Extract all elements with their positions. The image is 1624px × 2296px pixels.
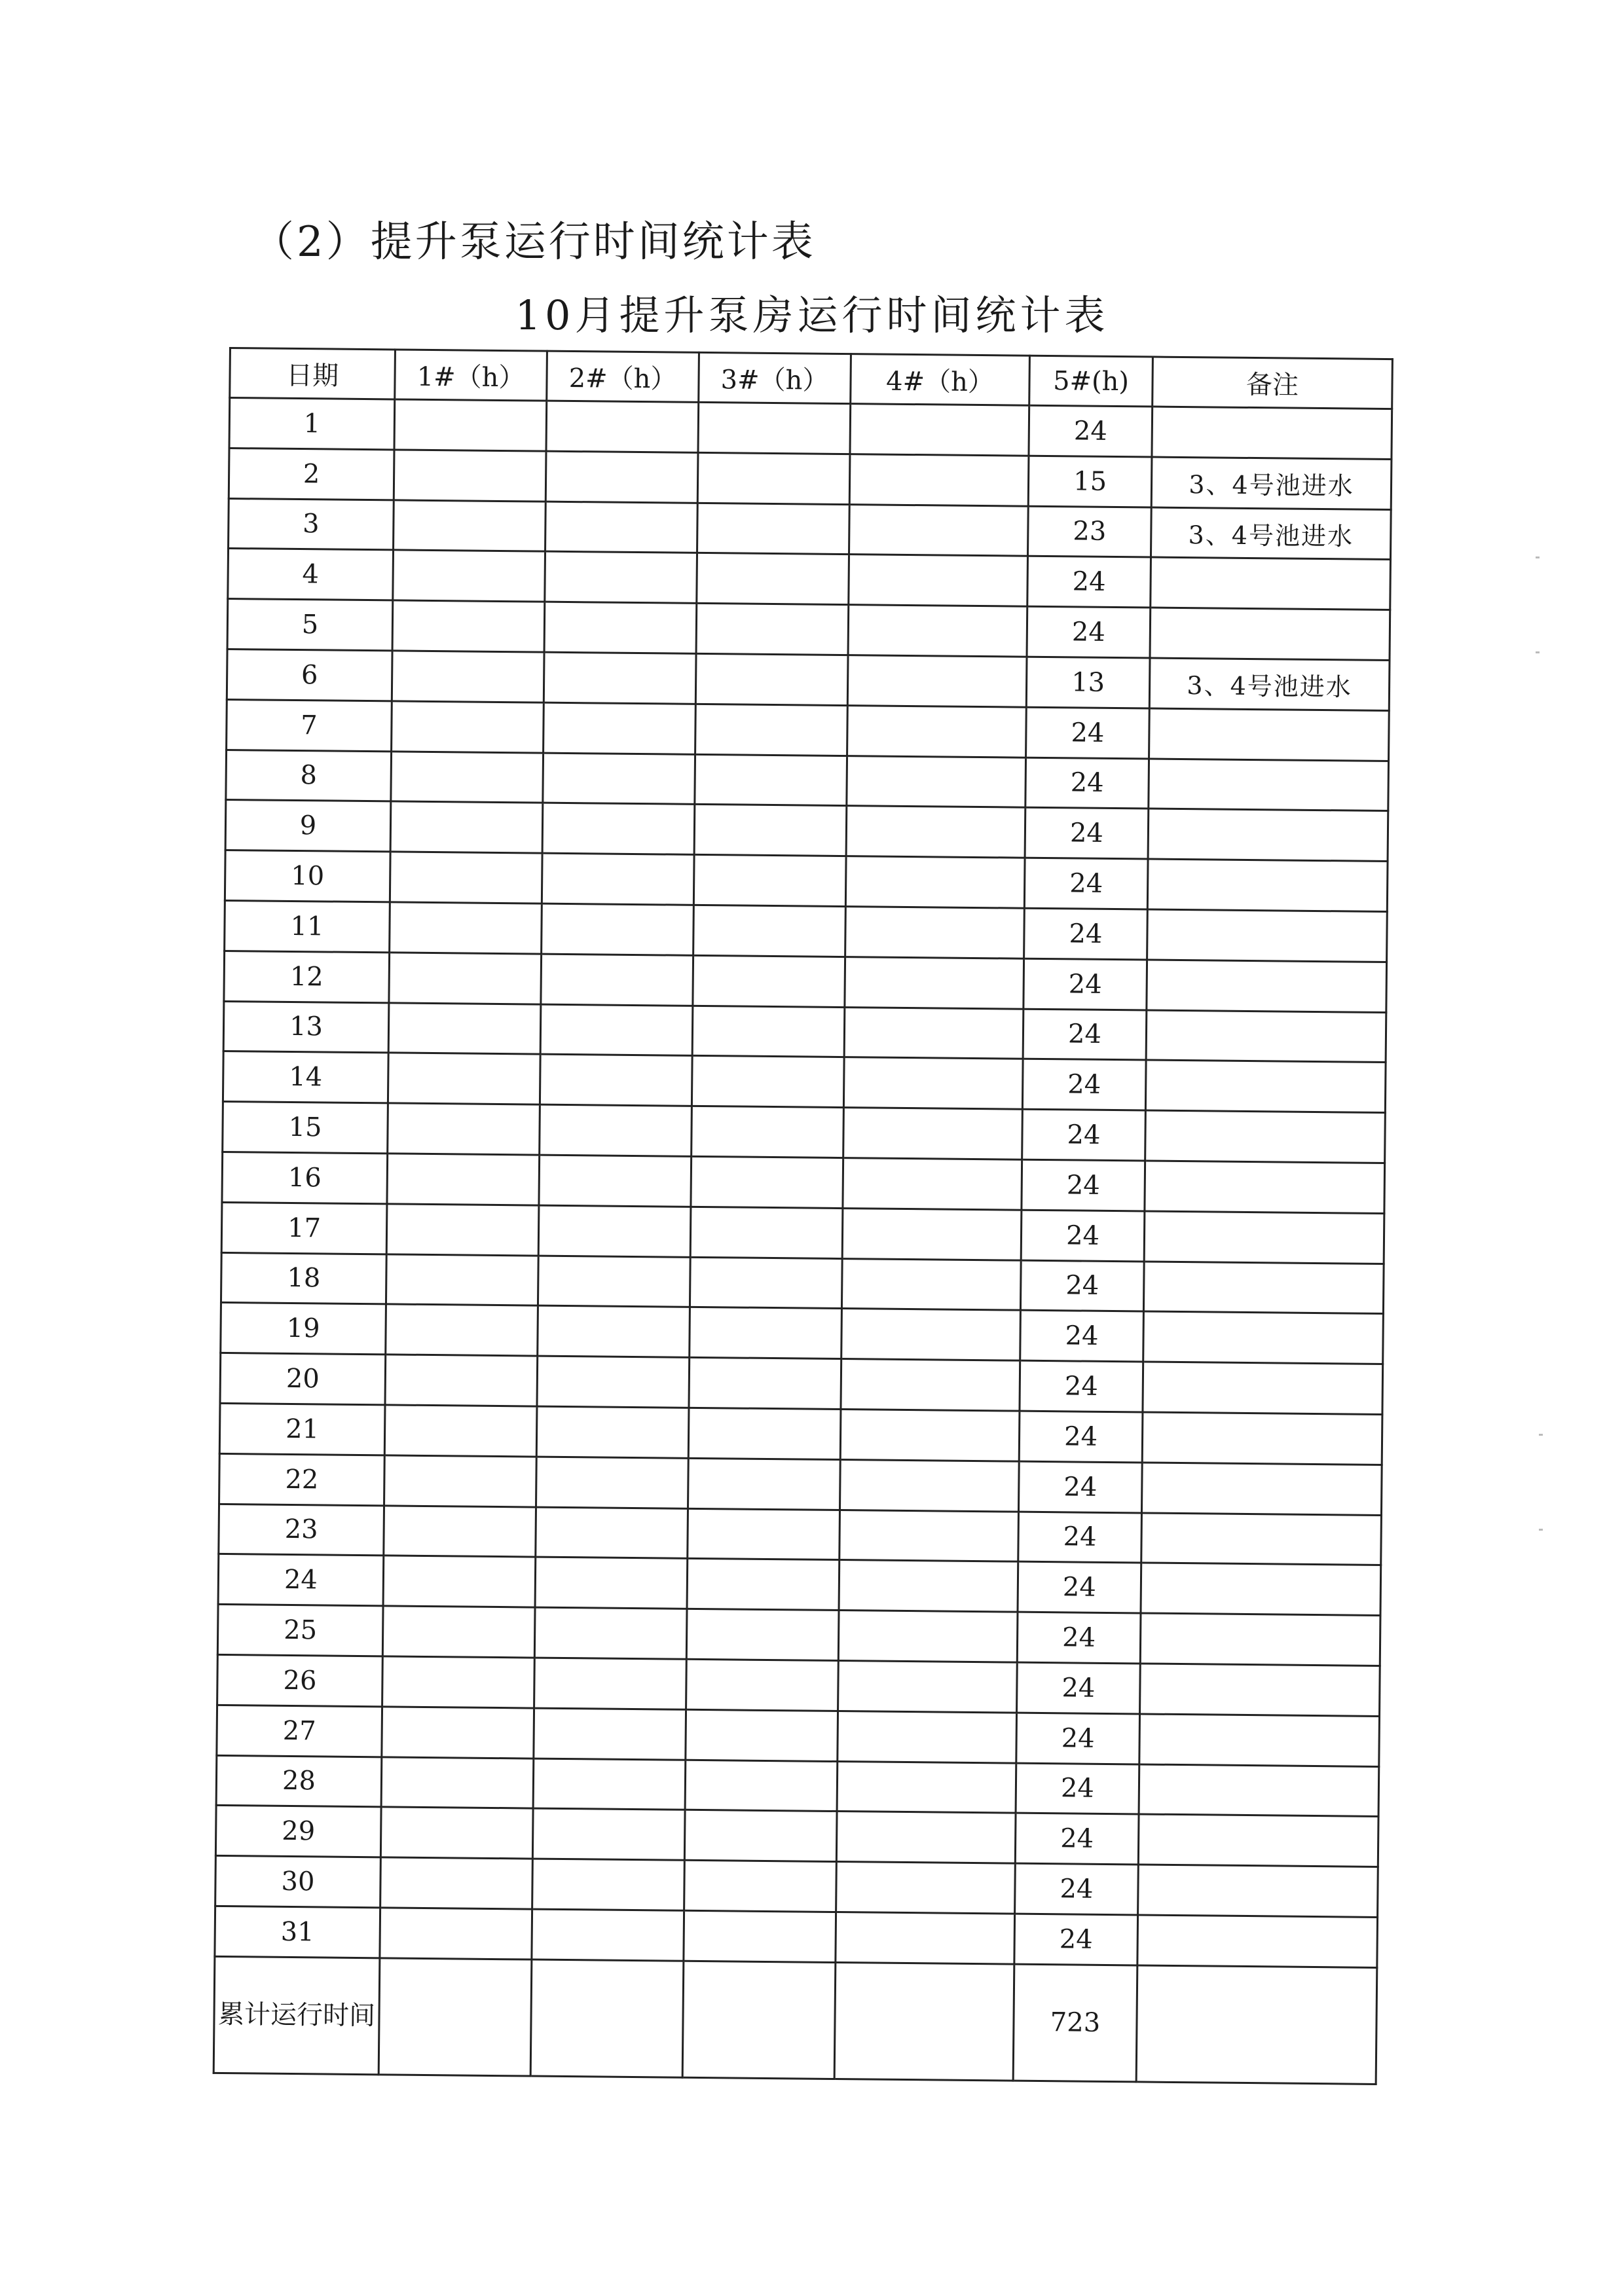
date-cell: 18 xyxy=(221,1252,386,1304)
pump-2-cell xyxy=(534,1607,687,1659)
pump-5-cell: 15 xyxy=(1028,456,1152,507)
pump-5-cell: 24 xyxy=(1016,1763,1139,1815)
pump-4-cell xyxy=(837,1761,1016,1813)
pump-1-cell xyxy=(392,651,544,702)
pump-5-cell: 24 xyxy=(1015,1813,1139,1865)
remark-cell xyxy=(1147,859,1388,911)
pump-3-cell xyxy=(695,653,848,705)
date-cell: 3 xyxy=(229,498,394,550)
table-title: 10月提升泵房运行时间统计表 xyxy=(515,291,1109,339)
remark-cell xyxy=(1137,1915,1378,1967)
pump-5-cell: 24 xyxy=(1029,405,1153,457)
pump-4-cell xyxy=(845,907,1025,958)
total-pump-4 xyxy=(834,1962,1014,2081)
remark-cell xyxy=(1143,1362,1383,1414)
pump-1-cell xyxy=(390,801,543,853)
pump-3-cell xyxy=(689,1357,841,1409)
pump-3-cell xyxy=(686,1709,838,1761)
pump-1-cell xyxy=(387,1154,540,1205)
pump-1-cell xyxy=(380,1857,533,1909)
pump-4-cell xyxy=(846,806,1025,858)
date-cell: 5 xyxy=(227,599,393,651)
date-cell: 21 xyxy=(219,1403,385,1455)
pump-4-cell xyxy=(845,856,1025,908)
pump-2-cell xyxy=(544,602,697,653)
pump-4-cell xyxy=(842,1208,1022,1260)
pump-4-cell xyxy=(850,404,1029,456)
date-cell: 6 xyxy=(227,649,392,701)
remark-cell xyxy=(1141,1563,1381,1615)
pump-5-cell: 24 xyxy=(1018,1561,1141,1613)
date-cell: 10 xyxy=(225,850,390,902)
col-header-pump-2: 2#（h） xyxy=(547,351,699,402)
date-cell: 29 xyxy=(215,1806,381,1857)
pump-1-cell xyxy=(384,1405,537,1457)
date-cell: 4 xyxy=(228,549,394,600)
pump-3-cell xyxy=(694,805,847,856)
pump-5-cell: 23 xyxy=(1027,506,1151,558)
pump-2-cell xyxy=(545,552,697,604)
remark-cell xyxy=(1138,1865,1378,1917)
remark-cell xyxy=(1152,407,1392,459)
pump-2-cell xyxy=(545,501,698,553)
pump-1-cell xyxy=(382,1606,535,1658)
pump-1-cell xyxy=(385,1355,538,1406)
pump-3-cell xyxy=(686,1609,839,1660)
pump-1-cell xyxy=(386,1204,539,1256)
pump-2-cell xyxy=(540,1104,692,1156)
pump-2-cell xyxy=(545,451,698,503)
pump-3-cell xyxy=(684,1860,837,1912)
pump-1-cell xyxy=(390,902,542,954)
pump-4-cell xyxy=(841,1258,1021,1310)
pump-2-cell xyxy=(535,1557,688,1609)
pump-3-cell xyxy=(690,1207,843,1258)
remark-cell xyxy=(1151,557,1391,610)
date-cell: 7 xyxy=(227,699,392,751)
remark-cell xyxy=(1143,1311,1384,1364)
remark-cell: 3、4号池进水 xyxy=(1151,507,1391,560)
pump-4-cell xyxy=(840,1459,1019,1511)
date-cell: 24 xyxy=(218,1554,384,1606)
pump-5-cell: 24 xyxy=(1024,908,1148,960)
pump-1-cell xyxy=(390,852,542,903)
pump-2-cell xyxy=(538,1305,690,1357)
pump-5-cell: 24 xyxy=(1018,1461,1142,1513)
remark-cell xyxy=(1145,1110,1386,1163)
pump-1-cell xyxy=(380,1807,533,1859)
pump-1-cell xyxy=(382,1707,534,1758)
pump-4-cell xyxy=(849,454,1029,505)
remark-cell xyxy=(1149,708,1390,761)
total-pump-5: 723 xyxy=(1013,1964,1137,2082)
date-cell: 17 xyxy=(221,1202,387,1254)
remark-cell xyxy=(1139,1714,1380,1766)
pump-3-cell xyxy=(697,553,849,605)
remark-cell: 3、4号池进水 xyxy=(1151,457,1392,509)
scan-speck xyxy=(1539,1434,1543,1436)
pump-2-cell xyxy=(540,1004,693,1056)
pump-5-cell: 24 xyxy=(1027,606,1151,658)
pump-5-cell: 24 xyxy=(1024,958,1147,1010)
pump-4-cell xyxy=(836,1862,1016,1914)
pump-3-cell xyxy=(697,452,850,504)
remark-cell xyxy=(1139,1764,1379,1816)
pump-3-cell xyxy=(685,1760,838,1812)
pump-3-cell xyxy=(691,1156,843,1208)
pump-3-cell xyxy=(684,1810,837,1862)
pump-4-cell xyxy=(848,605,1027,657)
pump-5-cell: 24 xyxy=(1024,858,1148,909)
pump-1-cell xyxy=(391,751,544,803)
pump-5-cell: 24 xyxy=(1026,707,1150,759)
total-label: 累计运行时间 xyxy=(213,1956,380,2074)
pump-1-cell xyxy=(393,550,545,602)
pump-5-cell: 13 xyxy=(1026,657,1150,708)
pump-2-cell xyxy=(542,803,695,855)
total-pump-3 xyxy=(682,1961,836,2079)
pump-3-cell xyxy=(698,402,851,454)
pump-4-cell xyxy=(840,1510,1019,1561)
pump-2-cell xyxy=(540,1054,692,1106)
date-cell: 9 xyxy=(225,800,391,852)
remark-cell xyxy=(1148,809,1388,861)
remark-cell xyxy=(1141,1463,1382,1515)
pump-1-cell xyxy=(389,953,542,1004)
date-cell: 23 xyxy=(219,1504,384,1556)
col-header-pump-4: 4#（h） xyxy=(851,354,1030,406)
pump-5-cell: 24 xyxy=(1019,1411,1143,1463)
date-cell: 30 xyxy=(215,1856,381,1908)
pump-2-cell xyxy=(542,903,694,955)
remark-cell xyxy=(1147,909,1388,962)
pump-3-cell xyxy=(693,905,846,957)
pump-2-cell xyxy=(538,1205,691,1257)
pump-2-cell xyxy=(532,1808,685,1860)
pump-5-cell: 24 xyxy=(1020,1260,1144,1312)
pump-2-cell xyxy=(536,1406,689,1458)
pump-1-cell xyxy=(388,1103,540,1155)
pump-5-cell: 24 xyxy=(1023,1009,1147,1061)
pump-2-cell xyxy=(542,853,694,905)
pump-1-cell xyxy=(380,1908,532,1959)
pump-2-cell xyxy=(546,401,699,452)
pump-5-cell: 24 xyxy=(1027,556,1151,608)
scan-speck xyxy=(1536,651,1540,653)
pump-5-cell: 24 xyxy=(1015,1863,1139,1915)
pump-2-cell xyxy=(534,1708,686,1760)
date-cell: 26 xyxy=(217,1654,383,1706)
pump-5-cell: 24 xyxy=(1020,1311,1144,1362)
pump-4-cell xyxy=(841,1359,1020,1411)
pump-2-cell xyxy=(539,1155,692,1207)
pump-4-cell xyxy=(847,756,1026,807)
pump-5-cell: 24 xyxy=(1016,1713,1140,1764)
pump-5-cell: 24 xyxy=(1022,1059,1146,1111)
pump-3-cell xyxy=(695,754,847,806)
pump-3-cell xyxy=(686,1659,839,1711)
pump-1-cell xyxy=(388,1053,540,1104)
total-row xyxy=(213,1956,1377,2084)
date-cell: 14 xyxy=(223,1051,388,1103)
col-header-pump-3: 3#（h） xyxy=(699,352,851,403)
pump-3-cell xyxy=(695,704,848,756)
pump-2-cell xyxy=(538,1256,690,1307)
remark-cell xyxy=(1149,759,1389,811)
pump-4-cell xyxy=(838,1660,1018,1712)
pump-1-cell xyxy=(381,1757,534,1808)
pump-1-cell xyxy=(384,1505,536,1557)
pump-5-cell: 24 xyxy=(1017,1662,1141,1714)
remark-cell xyxy=(1142,1412,1382,1465)
pump-3-cell xyxy=(688,1458,841,1510)
total-remark xyxy=(1136,1965,1377,2085)
pump-3-cell xyxy=(692,1006,845,1057)
pump-3-cell xyxy=(687,1559,840,1611)
date-cell: 19 xyxy=(221,1303,386,1355)
total-pump-2 xyxy=(530,1959,684,2077)
col-header-pump-1: 1#（h） xyxy=(395,350,547,401)
date-cell: 1 xyxy=(229,398,395,450)
pump-2-cell xyxy=(532,1859,685,1910)
pump-1-cell xyxy=(394,450,546,501)
pump-1-cell xyxy=(392,701,544,753)
date-cell: 20 xyxy=(220,1353,386,1405)
pump-5-cell: 24 xyxy=(1025,808,1149,860)
pump-2-cell xyxy=(544,652,696,704)
remark-cell: 3、4号池进水 xyxy=(1149,658,1390,710)
pump-4-cell xyxy=(836,1912,1015,1963)
col-header-remark: 备注 xyxy=(1153,357,1393,409)
pump-1-cell xyxy=(386,1304,538,1356)
pump-2-cell xyxy=(532,1909,684,1961)
pump-3-cell xyxy=(688,1508,840,1560)
pump-4-cell xyxy=(847,655,1027,707)
date-cell: 12 xyxy=(224,951,390,1002)
remark-cell xyxy=(1145,1161,1385,1213)
pump-1-cell xyxy=(394,399,547,451)
table-body xyxy=(215,398,1392,1968)
pump-4-cell xyxy=(845,957,1024,1008)
pump-3-cell xyxy=(697,503,850,555)
col-header-date: 日期 xyxy=(230,348,396,399)
pump-runtime-table xyxy=(213,347,1393,2085)
pump-5-cell: 24 xyxy=(1020,1360,1143,1412)
section-heading: （2）提升泵运行时间统计表 xyxy=(252,218,816,266)
pump-4-cell xyxy=(849,555,1028,606)
pump-2-cell xyxy=(537,1356,690,1408)
pump-2-cell xyxy=(536,1457,689,1508)
pump-3-cell xyxy=(690,1307,842,1359)
date-cell: 25 xyxy=(217,1605,383,1656)
date-cell: 31 xyxy=(215,1906,380,1958)
pump-2-cell xyxy=(541,954,693,1006)
pump-1-cell xyxy=(383,1556,536,1607)
pump-4-cell xyxy=(839,1560,1018,1612)
pump-3-cell xyxy=(696,604,849,655)
pump-2-cell xyxy=(536,1507,688,1559)
pump-4-cell xyxy=(843,1158,1022,1210)
remark-cell xyxy=(1141,1512,1382,1565)
pump-4-cell xyxy=(838,1611,1018,1662)
pump-5-cell: 24 xyxy=(1017,1612,1141,1664)
pump-1-cell xyxy=(392,600,545,652)
date-cell: 8 xyxy=(226,750,392,801)
date-cell: 2 xyxy=(229,448,394,500)
pump-2-cell xyxy=(533,1758,686,1810)
pump-4-cell xyxy=(849,504,1029,556)
scan-speck xyxy=(1536,556,1540,558)
pump-1-cell xyxy=(394,500,546,552)
pump-2-cell xyxy=(544,702,696,754)
pump-5-cell: 24 xyxy=(1021,1210,1145,1262)
pump-3-cell xyxy=(684,1910,836,1962)
date-cell: 15 xyxy=(223,1102,388,1154)
pump-5-cell: 24 xyxy=(1018,1512,1142,1563)
remark-cell xyxy=(1138,1814,1378,1867)
pump-3-cell xyxy=(692,1106,844,1157)
date-cell: 16 xyxy=(222,1152,388,1203)
date-cell: 11 xyxy=(225,900,390,952)
remark-cell xyxy=(1140,1613,1380,1666)
pump-5-cell: 24 xyxy=(1014,1914,1138,1965)
date-cell: 22 xyxy=(219,1453,385,1505)
pump-2-cell xyxy=(534,1658,687,1709)
remark-cell xyxy=(1140,1664,1380,1716)
pump-3-cell xyxy=(693,955,845,1007)
pump-4-cell xyxy=(843,1057,1023,1109)
remark-cell xyxy=(1145,1060,1386,1112)
pump-2-cell xyxy=(543,753,695,805)
pump-4-cell xyxy=(841,1309,1021,1360)
remark-cell xyxy=(1144,1211,1384,1264)
pump-3-cell xyxy=(692,1056,844,1108)
pump-1-cell xyxy=(384,1455,537,1507)
pump-4-cell xyxy=(836,1812,1016,1863)
pump-4-cell xyxy=(840,1409,1020,1461)
date-cell: 27 xyxy=(217,1705,382,1757)
pump-3-cell xyxy=(693,855,846,907)
pump-3-cell xyxy=(688,1408,841,1459)
pump-4-cell xyxy=(844,1007,1024,1059)
remark-cell xyxy=(1150,608,1390,660)
pump-1-cell xyxy=(382,1656,535,1708)
pump-5-cell: 24 xyxy=(1025,757,1149,809)
pump-1-cell xyxy=(388,1002,541,1054)
date-cell: 28 xyxy=(216,1755,382,1807)
pump-1-cell xyxy=(386,1254,538,1305)
pump-4-cell xyxy=(838,1711,1017,1762)
remark-cell xyxy=(1146,1010,1386,1063)
date-cell: 13 xyxy=(223,1001,389,1053)
remark-cell xyxy=(1147,960,1387,1012)
col-header-pump-5: 5#(h) xyxy=(1029,355,1153,407)
pump-4-cell xyxy=(847,705,1027,757)
pump-3-cell xyxy=(690,1257,842,1309)
pump-4-cell xyxy=(843,1108,1023,1159)
scan-speck xyxy=(1539,1529,1543,1531)
pump-5-cell: 24 xyxy=(1022,1109,1146,1161)
total-pump-1 xyxy=(378,1958,532,2076)
pump-5-cell: 24 xyxy=(1022,1159,1145,1211)
remark-cell xyxy=(1143,1262,1384,1314)
